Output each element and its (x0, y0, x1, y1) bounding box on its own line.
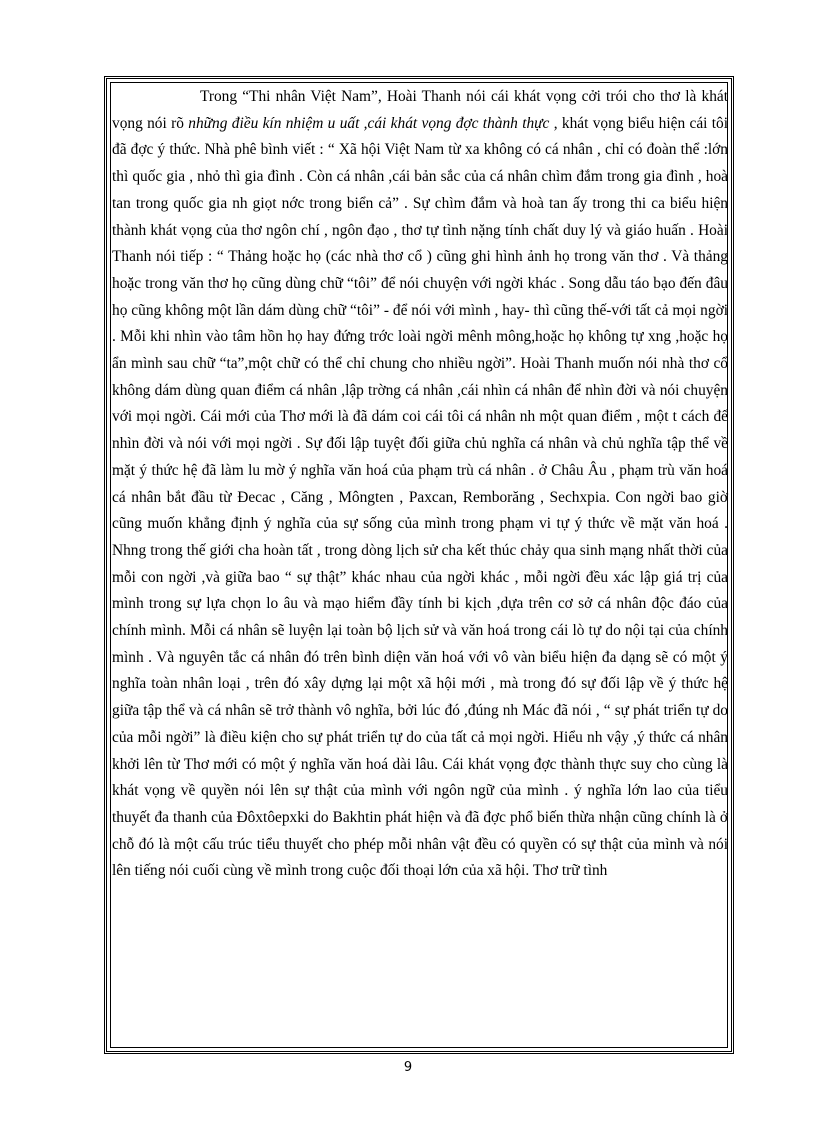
italic-phrase: những điều kín nhiệm u uất ,cái khát vọng đợc thành thực (188, 114, 550, 132)
body-paragraph (112, 84, 728, 885)
paragraph-text-rest: , khát vọng biểu hiện cái tôi đã đợc ý thức. Nhà phê bình viết : “ Xã hội Việt Nam từ xa không có cá nhân , chỉ có đoàn thể :lớn thì quốc gia , nhỏ thì gia đình . Còn cá nhân ,cái bản sắc của cá nhân chìm đắm trong gia đình , hoà tan trong quốc gia nh giọt nớc trong biển cả” . Sự chìm đắm và hoà tan ấy trong thi ca biểu hiện thành khát vọng của thơ ngôn chí , ngôn đạo , thơ tự tình nặng tính chất duy lý và giáo huấn . Hoài Thanh nói tiếp : “ Thảng hoặc họ (các nhà thơ cổ ) cũng ghi hình ảnh họ trong văn thơ . Và thảng hoặc trong văn thơ họ cũng dùng chữ “tôi” để nói chuyện với ngời khác . Song dẫu táo bạo đến đâu họ cũng không một lần dám dùng chữ “tôi” - để nói với mình , hay- thì cũng thế-với tất cả mọi ngời . Mỗi khi nhìn vào tâm hồn họ hay đứng trớc loài ngời mênh mông,hoặc họ không tự xng ,hoặc họ ẩn mình sau chữ “ta”,một chữ có thể chỉ chung cho nhiều ngời”. Hoài Thanh muốn nói nhà thơ cổ không dám dùng quan điểm cá nhân ,lập trờng cá nhân ,cái nhìn cá nhân để nhìn đời và nói chuyện với mọi ngời. Cái mới của Thơ mới là đã dám coi cái tôi cá nhân nh một quan điểm , một t cách để nhìn đời và nói với mọi ngời . Sự đối lập tuyệt đối giữa chủ nghĩa cá nhân và chủ nghĩa tập thể về mặt ý thức hệ đã làm lu mờ ý nghĩa văn hoá của phạm trù cá nhân . ở Châu Âu , phạm trù văn hoá cá nhân bắt đầu từ Đecac , Căng , Môngten , Paxcan, Remborăng , Sechxpia. Con ngời bao giờ cũng muốn khẳng định ý nghĩa của sự sống của mình trong phạm vi tự ý thức về mặt văn hoá . Nhng trong thế giới cha hoàn tất , trong dòng lịch sử cha kết thúc chảy qua sinh mạng nhất thời của mỗi con ngời ,và giữa bao “ sự thật” khác nhau của ngời khác , mỗi ngời đều xác lập giá trị của mình trong sự lựa chọn lo âu và mạo hiểm đầy tính bi kịch ,dựa trên cơ sở cá nhân độc đáo của chính mình. Mỗi cá nhân sẽ luyện lại toàn bộ lịch sử và văn hoá trong cái lò tự do nội tại của chính mình . Và nguyên tắc cá nhân đó trên bình diện văn hoá với vô vàn biểu hiện đa dạng sẽ có một ý nghĩa toàn nhân loại , trên đó xây dựng lại một xã hội mới , mà trong đó sự đối lập về ý thức hệ giữa tập thể và cá nhân sẽ trở thành vô nghĩa, bởi lúc đó ,đúng nh Mác đã nói , “ sự phát triển tự do của mỗi ngời” là điều kiện cho sự phát triển tự do của tất cả mọi ngời. Hiểu nh vậy ,ý thức cá nhân khởi lên từ Thơ mới có một ý nghĩa văn hoá dài lâu. Cái khát vọng đợc thành thực suy cho cùng là khát vọng về quyền nói lên sự thật của mình với ngôn ngữ của mình . ý nghĩa lớn lao của tiểu thuyết đa thanh của Đôxtôepxki do Bakhtin phát hiện và đã đợc phổ biến thừa nhận cũng chính là ở chỗ đó là một cấu trúc tiểu thuyết cho phép mỗi nhân vật đều có quyền có sự thật của mình và nói lên tiếng nói cuối cùng về mình trong cuộc đối thoại lớn của xã hội. Thơ trữ tình (112, 114, 728, 880)
page-number: 9 (403, 1060, 413, 1075)
paragraph-text-start: Trong “Thi nhân Việt Nam”, Hoài Thanh nói cái khát vọng cởi trói cho thơ là khát vọng nói rõ (112, 88, 728, 132)
